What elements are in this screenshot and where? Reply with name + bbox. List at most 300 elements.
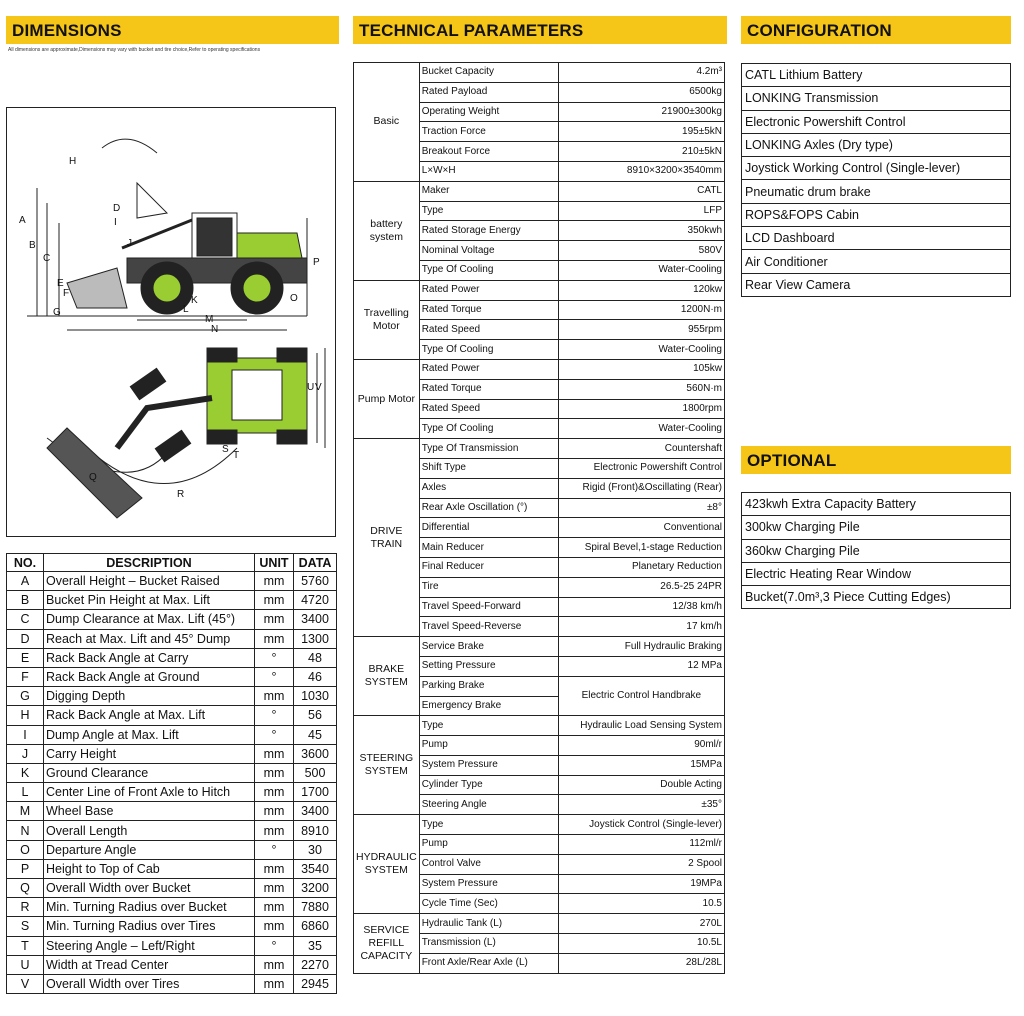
technical-parameters-table xyxy=(353,62,725,974)
tech-param: Setting Pressure xyxy=(419,656,558,676)
tech-value: 26.5-25 24PR xyxy=(558,577,724,597)
dimension-data: 3400 xyxy=(294,802,337,821)
tech-param: Maker xyxy=(419,181,558,201)
dimension-no: P xyxy=(7,859,44,878)
dimension-no: B xyxy=(7,591,44,610)
configuration-row xyxy=(742,180,1011,203)
dimension-unit: mm xyxy=(255,591,294,610)
dimension-data: 3200 xyxy=(294,879,337,898)
dimension-data: 45 xyxy=(294,725,337,744)
dimension-data: 7880 xyxy=(294,898,337,917)
dimension-description: Ground Clearance xyxy=(44,763,255,782)
dimension-row xyxy=(7,763,337,782)
dimension-description: Height to Top of Cab xyxy=(44,859,255,878)
fig-label-k: K xyxy=(191,295,198,306)
dimension-data: 48 xyxy=(294,648,337,667)
tech-group-label: battery system xyxy=(354,181,420,280)
tech-param: Service Brake xyxy=(419,637,558,657)
configuration-row xyxy=(742,227,1011,250)
rear-tire-top-left xyxy=(207,348,237,362)
configuration-list xyxy=(741,63,1011,297)
tech-value: Joystick Control (Single-lever) xyxy=(558,815,724,835)
tech-param: Rated Speed xyxy=(419,320,558,340)
dimension-row xyxy=(7,955,337,974)
dimension-data: 500 xyxy=(294,763,337,782)
tech-value: Electronic Powershift Control xyxy=(558,458,724,478)
tech-value: Planetary Reduction xyxy=(558,557,724,577)
configuration-item: LCD Dashboard xyxy=(742,227,1011,250)
tech-value: Countershaft xyxy=(558,439,724,459)
tech-value: 19MPa xyxy=(558,874,724,894)
optional-row xyxy=(742,493,1011,516)
dimension-no: V xyxy=(7,974,44,993)
fig-label-g: G xyxy=(53,307,61,318)
tech-value: 195±5kN xyxy=(558,122,724,142)
rear-hub xyxy=(243,274,271,302)
dimension-row xyxy=(7,879,337,898)
dimension-unit: mm xyxy=(255,687,294,706)
tech-param: L×W×H xyxy=(419,161,558,181)
tech-value: LFP xyxy=(558,201,724,221)
dimension-description: Center Line of Front Axle to Hitch xyxy=(44,783,255,802)
technical-title: TECHNICAL PARAMETERS xyxy=(353,16,727,44)
tech-param: Pump xyxy=(419,736,558,756)
tech-param: Type Of Cooling xyxy=(419,260,558,280)
tech-value: Water-Cooling xyxy=(558,260,724,280)
dimension-unit: mm xyxy=(255,783,294,802)
tech-value: Conventional xyxy=(558,518,724,538)
dimension-data: 1300 xyxy=(294,629,337,648)
tech-value: 21900±300kg xyxy=(558,102,724,122)
tech-value: 10.5L xyxy=(558,934,724,954)
header-unit: UNIT xyxy=(255,554,294,572)
dimension-data: 1030 xyxy=(294,687,337,706)
configuration-item: Pneumatic drum brake xyxy=(742,180,1011,203)
tech-group-label: HYDRAULIC SYSTEM xyxy=(354,815,420,914)
tech-param: Main Reducer xyxy=(419,538,558,558)
tech-group-label: BRAKE SYSTEM xyxy=(354,637,420,716)
tech-param: Shift Type xyxy=(419,458,558,478)
tech-row xyxy=(354,359,725,379)
loader-drawing xyxy=(7,108,336,537)
tech-param: Pump xyxy=(419,835,558,855)
dimension-unit: ° xyxy=(255,648,294,667)
dimension-data: 2945 xyxy=(294,974,337,993)
rear-tire-top-right xyxy=(277,348,307,362)
fig-label-u: U xyxy=(307,382,315,393)
dimension-row xyxy=(7,648,337,667)
tech-value: 10.5 xyxy=(558,894,724,914)
tech-param: Final Reducer xyxy=(419,557,558,577)
dimension-no: O xyxy=(7,840,44,859)
dimension-unit: mm xyxy=(255,572,294,591)
tech-param: Type Of Transmission xyxy=(419,439,558,459)
tech-param: Hydraulic Tank (L) xyxy=(419,914,558,934)
dimension-row xyxy=(7,917,337,936)
tech-value: 580V xyxy=(558,241,724,261)
rear-tire-bottom-left xyxy=(207,430,237,444)
dimension-data: 4720 xyxy=(294,591,337,610)
optional-row xyxy=(742,562,1011,585)
front-hub xyxy=(153,274,181,302)
dimension-row xyxy=(7,687,337,706)
configuration-item: Air Conditioner xyxy=(742,250,1011,273)
dimension-data: 1700 xyxy=(294,783,337,802)
tech-param: Travel Speed-Reverse xyxy=(419,617,558,637)
header-description: DESCRIPTION xyxy=(44,554,255,572)
dimension-row xyxy=(7,898,337,917)
dimension-row xyxy=(7,783,337,802)
tech-value: 105kw xyxy=(558,359,724,379)
tech-value: 560N·m xyxy=(558,379,724,399)
fig-label-t: T xyxy=(233,450,240,461)
dimension-description: Dump Angle at Max. Lift xyxy=(44,725,255,744)
configuration-item: Rear View Camera xyxy=(742,273,1011,296)
tech-group-label: DRIVE TRAIN xyxy=(354,439,420,637)
dimension-no: E xyxy=(7,648,44,667)
dimension-no: H xyxy=(7,706,44,725)
fig-label-l: L xyxy=(183,304,189,315)
tech-param: Control Valve xyxy=(419,854,558,874)
tech-value: 1800rpm xyxy=(558,399,724,419)
tech-row xyxy=(354,815,725,835)
dimension-description: Rack Back Angle at Carry xyxy=(44,648,255,667)
dimension-description: Carry Height xyxy=(44,744,255,763)
dimension-unit: mm xyxy=(255,974,294,993)
dimension-unit: mm xyxy=(255,821,294,840)
optional-item: Bucket(7.0m³,3 Piece Cutting Edges) xyxy=(742,586,1011,609)
dimension-row xyxy=(7,610,337,629)
tech-param: Transmission (L) xyxy=(419,934,558,954)
configuration-row xyxy=(742,64,1011,87)
dimension-unit: ° xyxy=(255,667,294,686)
tech-param: Tire xyxy=(419,577,558,597)
tech-value: 90ml/r xyxy=(558,736,724,756)
dimensions-note: All dimensions are approximate,Dimensions may vary with bucket and tire choice,Refer to operating specifications xyxy=(8,47,261,53)
dimension-description: Rack Back Angle at Ground xyxy=(44,667,255,686)
dimension-no: A xyxy=(7,572,44,591)
tech-param: Type Of Cooling xyxy=(419,340,558,360)
tech-param: Type Of Cooling xyxy=(419,419,558,439)
dimension-row xyxy=(7,667,337,686)
optional-item: 300kw Charging Pile xyxy=(742,516,1011,539)
dimension-unit: mm xyxy=(255,955,294,974)
dimension-description: Min. Turning Radius over Tires xyxy=(44,917,255,936)
dimension-description: Steering Angle – Left/Right xyxy=(44,936,255,955)
tech-param: System Pressure xyxy=(419,755,558,775)
tech-param: Bucket Capacity xyxy=(419,63,558,83)
tech-value: ±35° xyxy=(558,795,724,815)
dimension-unit: mm xyxy=(255,802,294,821)
configuration-row xyxy=(742,110,1011,133)
configuration-row xyxy=(742,157,1011,180)
tech-param: Rated Torque xyxy=(419,300,558,320)
rear-tire-bottom-right xyxy=(277,430,307,444)
dimension-row xyxy=(7,706,337,725)
fig-label-m: M xyxy=(205,314,214,325)
tech-row xyxy=(354,63,725,83)
tech-param: Type xyxy=(419,201,558,221)
dimension-no: C xyxy=(7,610,44,629)
dimension-unit: mm xyxy=(255,917,294,936)
tech-value: Double Acting xyxy=(558,775,724,795)
tech-group-label: Basic xyxy=(354,63,420,182)
dimensions-header-row xyxy=(7,554,337,572)
tech-value: Hydraulic Load Sensing System xyxy=(558,716,724,736)
side-view xyxy=(27,139,307,330)
tech-param: Type xyxy=(419,716,558,736)
dimension-no: S xyxy=(7,917,44,936)
tech-value: 1200N·m xyxy=(558,300,724,320)
dimension-description: Overall Length xyxy=(44,821,255,840)
dimension-no: R xyxy=(7,898,44,917)
dimension-row xyxy=(7,629,337,648)
tech-group-label: STEERING SYSTEM xyxy=(354,716,420,815)
dimension-unit: ° xyxy=(255,840,294,859)
dimensions-title: DIMENSIONS xyxy=(6,16,339,44)
dimension-no: D xyxy=(7,629,44,648)
tech-value: 350kwh xyxy=(558,221,724,241)
dimension-description: Digging Depth xyxy=(44,687,255,706)
dimension-no: L xyxy=(7,783,44,802)
configuration-title: CONFIGURATION xyxy=(741,16,1011,44)
dimension-data: 46 xyxy=(294,667,337,686)
dimension-no: I xyxy=(7,725,44,744)
tech-value: Spiral Bevel,1-stage Reduction xyxy=(558,538,724,558)
optional-title: OPTIONAL xyxy=(741,446,1011,474)
tech-param: Parking Brake xyxy=(419,676,558,696)
dimension-row xyxy=(7,572,337,591)
optional-row xyxy=(742,539,1011,562)
tech-value: Full Hydraulic Braking xyxy=(558,637,724,657)
tech-value: 17 km/h xyxy=(558,617,724,637)
tech-value: 28L/28L xyxy=(558,953,724,973)
front-frame-top xyxy=(117,398,212,448)
dimension-description: Min. Turning Radius over Bucket xyxy=(44,898,255,917)
dimension-no: N xyxy=(7,821,44,840)
dimension-unit: ° xyxy=(255,706,294,725)
header-data: DATA xyxy=(294,554,337,572)
dimensions-table xyxy=(6,553,337,994)
dimension-row xyxy=(7,591,337,610)
optional-row xyxy=(742,516,1011,539)
fig-label-i: I xyxy=(114,217,117,228)
dimension-no: J xyxy=(7,744,44,763)
dimension-unit: mm xyxy=(255,610,294,629)
dimension-unit: mm xyxy=(255,629,294,648)
fig-label-j: J xyxy=(127,238,132,249)
fig-label-v: V xyxy=(315,382,322,393)
dimension-row xyxy=(7,974,337,993)
tech-value: CATL xyxy=(558,181,724,201)
tech-value: Water-Cooling xyxy=(558,419,724,439)
raised-bucket-arc xyxy=(102,139,157,153)
dimension-no: G xyxy=(7,687,44,706)
dimension-unit: mm xyxy=(255,898,294,917)
front-tire-top-1 xyxy=(130,368,165,399)
fig-label-r: R xyxy=(177,489,185,500)
tech-param: Travel Speed-Forward xyxy=(419,597,558,617)
optional-item: 360kw Charging Pile xyxy=(742,539,1011,562)
dimension-no: U xyxy=(7,955,44,974)
tech-param: Rated Power xyxy=(419,280,558,300)
tech-param: System Pressure xyxy=(419,874,558,894)
fig-label-q: Q xyxy=(89,472,97,483)
fig-label-o: O xyxy=(290,293,298,304)
dimension-unit: mm xyxy=(255,744,294,763)
dimension-description: Rack Back Angle at Max. Lift xyxy=(44,706,255,725)
fig-label-p: P xyxy=(313,257,320,268)
tech-param: Axles xyxy=(419,478,558,498)
dimension-data: 3540 xyxy=(294,859,337,878)
dimension-row xyxy=(7,725,337,744)
dimension-data: 2270 xyxy=(294,955,337,974)
fig-label-e: E xyxy=(57,278,64,289)
tech-param: Rated Torque xyxy=(419,379,558,399)
tech-param: Rated Power xyxy=(419,359,558,379)
configuration-row xyxy=(742,250,1011,273)
cab-window xyxy=(197,218,232,256)
cab-top xyxy=(232,370,282,420)
tech-row xyxy=(354,181,725,201)
dimension-no: F xyxy=(7,667,44,686)
fig-label-h: H xyxy=(69,156,77,167)
tech-row xyxy=(354,280,725,300)
tech-param: Breakout Force xyxy=(419,142,558,162)
dimension-description: Dump Clearance at Max. Lift (45°) xyxy=(44,610,255,629)
configuration-item: Joystick Working Control (Single-lever) xyxy=(742,157,1011,180)
dimension-unit: mm xyxy=(255,763,294,782)
dimension-unit: ° xyxy=(255,936,294,955)
optional-list xyxy=(741,492,1011,609)
tech-param: Nominal Voltage xyxy=(419,241,558,261)
dimension-description: Bucket Pin Height at Max. Lift xyxy=(44,591,255,610)
tech-value: Electric Control Handbrake xyxy=(558,676,724,716)
front-tire-top-2 xyxy=(155,430,190,461)
tech-value: 112ml/r xyxy=(558,835,724,855)
tech-value: 270L xyxy=(558,914,724,934)
configuration-item: CATL Lithium Battery xyxy=(742,64,1011,87)
dimension-data: 3600 xyxy=(294,744,337,763)
fig-label-d: D xyxy=(113,203,121,214)
tech-value: 120kw xyxy=(558,280,724,300)
header-no: NO. xyxy=(7,554,44,572)
configuration-item: LONKING Transmission xyxy=(742,87,1011,110)
tech-value: 15MPa xyxy=(558,755,724,775)
tech-value: 2 Spool xyxy=(558,854,724,874)
tech-value: ±8° xyxy=(558,498,724,518)
fig-label-c: C xyxy=(43,253,51,264)
fig-label-b: B xyxy=(29,240,36,251)
tech-group-label: Travelling Motor xyxy=(354,280,420,359)
tech-value: 12 MPa xyxy=(558,656,724,676)
optional-row xyxy=(742,586,1011,609)
dimension-description: Reach at Max. Lift and 45° Dump xyxy=(44,629,255,648)
tech-row xyxy=(354,439,725,459)
fig-label-f: F xyxy=(63,288,70,299)
tech-value: 210±5kN xyxy=(558,142,724,162)
dimension-row xyxy=(7,859,337,878)
tech-value: 6500kg xyxy=(558,82,724,102)
dimension-row xyxy=(7,936,337,955)
dimension-data: 5760 xyxy=(294,572,337,591)
tech-param: Steering Angle xyxy=(419,795,558,815)
optional-item: 423kwh Extra Capacity Battery xyxy=(742,493,1011,516)
dimension-data: 35 xyxy=(294,936,337,955)
configuration-item: Electronic Powershift Control xyxy=(742,110,1011,133)
dimension-data: 3400 xyxy=(294,610,337,629)
dimension-row xyxy=(7,802,337,821)
dimension-row xyxy=(7,744,337,763)
dimension-row xyxy=(7,821,337,840)
tech-param: Emergency Brake xyxy=(419,696,558,716)
dimension-data: 30 xyxy=(294,840,337,859)
fig-label-a: A xyxy=(19,215,26,226)
fig-label-s: S xyxy=(222,444,229,455)
dimension-row xyxy=(7,840,337,859)
tech-row xyxy=(354,637,725,657)
tech-value: 8910×3200×3540mm xyxy=(558,161,724,181)
dimension-description: Wheel Base xyxy=(44,802,255,821)
fig-label-n: N xyxy=(211,324,219,335)
optional-item: Electric Heating Rear Window xyxy=(742,562,1011,585)
configuration-row xyxy=(742,273,1011,296)
dimension-description: Overall Width over Bucket xyxy=(44,879,255,898)
dimension-description: Overall Width over Tires xyxy=(44,974,255,993)
tech-param: Rated Payload xyxy=(419,82,558,102)
tech-param: Rated Storage Energy xyxy=(419,221,558,241)
dimension-no: T xyxy=(7,936,44,955)
dimension-unit: mm xyxy=(255,879,294,898)
dimension-data: 8910 xyxy=(294,821,337,840)
tech-param: Rear Axle Oscillation (°) xyxy=(419,498,558,518)
tech-param: Front Axle/Rear Axle (L) xyxy=(419,953,558,973)
tech-param: Cycle Time (Sec) xyxy=(419,894,558,914)
configuration-row xyxy=(742,133,1011,156)
tech-group-label: Pump Motor xyxy=(354,359,420,438)
tech-param: Rated Speed xyxy=(419,399,558,419)
dimension-no: M xyxy=(7,802,44,821)
tech-param: Operating Weight xyxy=(419,102,558,122)
dimension-unit: mm xyxy=(255,859,294,878)
tech-param: Cylinder Type xyxy=(419,775,558,795)
configuration-row xyxy=(742,203,1011,226)
dimension-description: Overall Height – Bucket Raised xyxy=(44,572,255,591)
dimension-no: K xyxy=(7,763,44,782)
dimension-description: Width at Tread Center xyxy=(44,955,255,974)
tech-param: Differential xyxy=(419,518,558,538)
tech-param: Type xyxy=(419,815,558,835)
dimension-data: 6860 xyxy=(294,917,337,936)
configuration-row xyxy=(742,87,1011,110)
tech-value: 12/38 km/h xyxy=(558,597,724,617)
tech-value: 4.2m³ xyxy=(558,63,724,83)
tech-value: Water-Cooling xyxy=(558,340,724,360)
tech-value: Rigid (Front)&Oscillating (Rear) xyxy=(558,478,724,498)
configuration-item: LONKING Axles (Dry type) xyxy=(742,133,1011,156)
tech-param: Traction Force xyxy=(419,122,558,142)
tech-row xyxy=(354,914,725,934)
dimension-no: Q xyxy=(7,879,44,898)
raised-bucket xyxy=(137,183,167,218)
tech-value: 955rpm xyxy=(558,320,724,340)
dimension-data: 56 xyxy=(294,706,337,725)
configuration-item: ROPS&FOPS Cabin xyxy=(742,203,1011,226)
dimension-description: Departure Angle xyxy=(44,840,255,859)
tech-group-label: SERVICE REFILL CAPACITY xyxy=(354,914,420,973)
dimension-unit: ° xyxy=(255,725,294,744)
tech-row xyxy=(354,716,725,736)
